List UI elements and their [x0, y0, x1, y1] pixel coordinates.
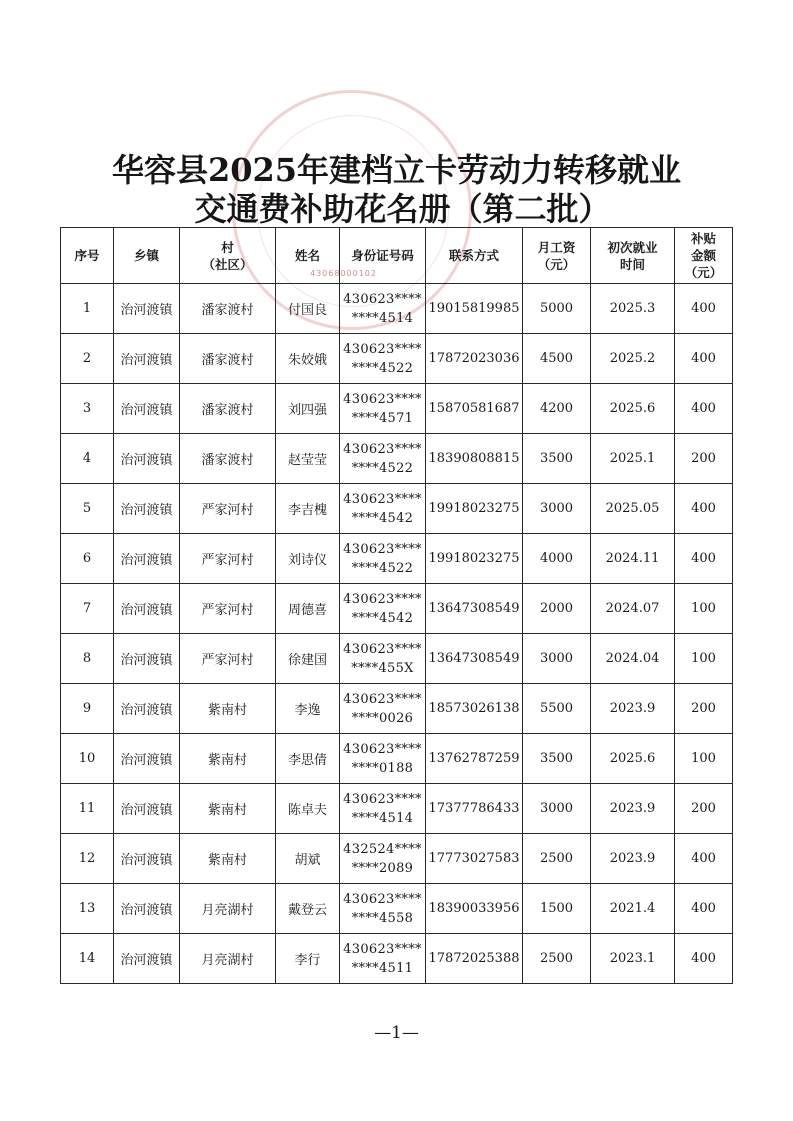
table-row [61, 434, 733, 484]
subsidy-roster-table [60, 227, 733, 984]
cell-seq: 1 [61, 284, 114, 334]
cell-phone: 19918023275 [426, 534, 523, 584]
cell-village: 月亮湖村 [180, 934, 276, 984]
cell-village: 月亮湖村 [180, 884, 276, 934]
cell-name: 周德喜 [276, 584, 340, 634]
cell-town: 治河渡镇 [114, 884, 180, 934]
table-row [61, 334, 733, 384]
cell-phone: 13762787259 [426, 734, 523, 784]
header-subsidy: 补贴 金额 （元） [675, 228, 733, 284]
cell-salary: 2000 [523, 584, 591, 634]
page-title-line1: 华容县2025年建档立卡劳动力转移就业 [111, 151, 682, 189]
cell-name: 付国良 [276, 284, 340, 334]
table-row [61, 634, 733, 684]
cell-village: 严家河村 [180, 484, 276, 534]
cell-subsidy: 400 [675, 834, 733, 884]
seal-code: 43068000102 [310, 269, 377, 278]
cell-salary: 3000 [523, 484, 591, 534]
cell-salary: 5500 [523, 684, 591, 734]
cell-town: 治河渡镇 [114, 734, 180, 784]
cell-id: 430623**** ****4542 [340, 584, 426, 634]
cell-id: 430623**** ****4558 [340, 884, 426, 934]
cell-name: 陈卓夫 [276, 784, 340, 834]
cell-date: 2025.6 [591, 734, 675, 784]
cell-subsidy: 400 [675, 934, 733, 984]
cell-town: 治河渡镇 [114, 434, 180, 484]
cell-id: 430623**** ****455X [340, 634, 426, 684]
cell-subsidy: 100 [675, 734, 733, 784]
cell-phone: 19015819985 [426, 284, 523, 334]
cell-seq: 8 [61, 634, 114, 684]
cell-name: 李思倩 [276, 734, 340, 784]
cell-name: 李行 [276, 934, 340, 984]
cell-name: 李逸 [276, 684, 340, 734]
cell-id: 432524**** ****2089 [340, 834, 426, 884]
cell-town: 治河渡镇 [114, 284, 180, 334]
cell-phone: 13647308549 [426, 584, 523, 634]
header-id: 身份证号码 [340, 228, 426, 284]
cell-date: 2024.11 [591, 534, 675, 584]
cell-village: 紫南村 [180, 834, 276, 884]
header-first-employment: 初次就业 时间 [591, 228, 675, 284]
cell-seq: 13 [61, 884, 114, 934]
cell-id: 430623**** ****4522 [340, 334, 426, 384]
header-phone: 联系方式 [426, 228, 523, 284]
table-row [61, 534, 733, 584]
cell-phone: 18390808815 [426, 434, 523, 484]
cell-village: 紫南村 [180, 734, 276, 784]
cell-date: 2024.07 [591, 584, 675, 634]
table-row [61, 484, 733, 534]
cell-salary: 3000 [523, 784, 591, 834]
cell-seq: 14 [61, 934, 114, 984]
table-row [61, 284, 733, 334]
cell-town: 治河渡镇 [114, 684, 180, 734]
cell-village: 潘家渡村 [180, 434, 276, 484]
table-header-row [61, 228, 733, 284]
cell-subsidy: 400 [675, 334, 733, 384]
cell-id: 430623**** ****0188 [340, 734, 426, 784]
cell-seq: 4 [61, 434, 114, 484]
cell-seq: 5 [61, 484, 114, 534]
cell-phone: 17872023036 [426, 334, 523, 384]
cell-name: 戴登云 [276, 884, 340, 934]
table-row [61, 584, 733, 634]
cell-phone: 15870581687 [426, 384, 523, 434]
cell-date: 2023.9 [591, 684, 675, 734]
table-row [61, 934, 733, 984]
cell-seq: 6 [61, 534, 114, 584]
cell-name: 朱姣娥 [276, 334, 340, 384]
cell-town: 治河渡镇 [114, 334, 180, 384]
cell-seq: 3 [61, 384, 114, 434]
cell-subsidy: 200 [675, 684, 733, 734]
cell-subsidy: 200 [675, 434, 733, 484]
cell-village: 严家河村 [180, 584, 276, 634]
cell-date: 2024.04 [591, 634, 675, 684]
cell-name: 赵莹莹 [276, 434, 340, 484]
cell-subsidy: 400 [675, 884, 733, 934]
cell-date: 2025.2 [591, 334, 675, 384]
cell-subsidy: 200 [675, 784, 733, 834]
table-row [61, 884, 733, 934]
cell-salary: 3500 [523, 434, 591, 484]
cell-date: 2023.1 [591, 934, 675, 984]
cell-date: 2023.9 [591, 834, 675, 884]
cell-salary: 4500 [523, 334, 591, 384]
cell-seq: 9 [61, 684, 114, 734]
table-row [61, 684, 733, 734]
table-row [61, 834, 733, 884]
cell-town: 治河渡镇 [114, 384, 180, 434]
cell-phone: 13647308549 [426, 634, 523, 684]
cell-date: 2023.9 [591, 784, 675, 834]
header-village: 村 （社区） [180, 228, 276, 284]
page-title-line2: 交通费补助花名册（第二批） [194, 190, 611, 228]
cell-subsidy: 400 [675, 384, 733, 434]
cell-date: 2025.6 [591, 384, 675, 434]
cell-village: 潘家渡村 [180, 384, 276, 434]
cell-name: 刘四强 [276, 384, 340, 434]
cell-phone: 18390033956 [426, 884, 523, 934]
cell-id: 430623**** ****4514 [340, 784, 426, 834]
cell-town: 治河渡镇 [114, 784, 180, 834]
cell-id: 430623**** ****0026 [340, 684, 426, 734]
page-number: —1— [374, 1023, 419, 1043]
cell-village: 严家河村 [180, 634, 276, 684]
table-row [61, 784, 733, 834]
header-salary: 月工资 （元） [523, 228, 591, 284]
cell-subsidy: 400 [675, 534, 733, 584]
cell-town: 治河渡镇 [114, 584, 180, 634]
cell-phone: 17773027583 [426, 834, 523, 884]
cell-village: 潘家渡村 [180, 334, 276, 384]
cell-subsidy: 400 [675, 284, 733, 334]
cell-salary: 5000 [523, 284, 591, 334]
cell-salary: 1500 [523, 884, 591, 934]
cell-salary: 4000 [523, 534, 591, 584]
cell-phone: 17872025388 [426, 934, 523, 984]
cell-salary: 2500 [523, 834, 591, 884]
cell-id: 430623**** ****4522 [340, 434, 426, 484]
table-row [61, 384, 733, 434]
header-seq: 序号 [61, 228, 114, 284]
cell-id: 430623**** ****4522 [340, 534, 426, 584]
cell-date: 2025.05 [591, 484, 675, 534]
cell-town: 治河渡镇 [114, 534, 180, 584]
cell-salary: 3500 [523, 734, 591, 784]
cell-subsidy: 400 [675, 484, 733, 534]
cell-village: 紫南村 [180, 684, 276, 734]
cell-village: 严家河村 [180, 534, 276, 584]
cell-date: 2021.4 [591, 884, 675, 934]
cell-id: 430623**** ****4514 [340, 284, 426, 334]
cell-salary: 4200 [523, 384, 591, 434]
cell-town: 治河渡镇 [114, 834, 180, 884]
cell-town: 治河渡镇 [114, 634, 180, 684]
cell-seq: 12 [61, 834, 114, 884]
cell-id: 430623**** ****4571 [340, 384, 426, 434]
header-town: 乡镇 [114, 228, 180, 284]
cell-phone: 18573026138 [426, 684, 523, 734]
cell-salary: 2500 [523, 934, 591, 984]
cell-id: 430623**** ****4542 [340, 484, 426, 534]
cell-date: 2025.1 [591, 434, 675, 484]
cell-town: 治河渡镇 [114, 484, 180, 534]
cell-date: 2025.3 [591, 284, 675, 334]
cell-village: 紫南村 [180, 784, 276, 834]
cell-subsidy: 100 [675, 584, 733, 634]
cell-name: 刘诗仪 [276, 534, 340, 584]
cell-seq: 11 [61, 784, 114, 834]
cell-seq: 2 [61, 334, 114, 384]
header-name: 姓名 [276, 228, 340, 284]
cell-village: 潘家渡村 [180, 284, 276, 334]
cell-town: 治河渡镇 [114, 934, 180, 984]
cell-seq: 10 [61, 734, 114, 784]
cell-seq: 7 [61, 584, 114, 634]
cell-salary: 3000 [523, 634, 591, 684]
cell-name: 徐建国 [276, 634, 340, 684]
cell-name: 李吉槐 [276, 484, 340, 534]
cell-phone: 19918023275 [426, 484, 523, 534]
table-row [61, 734, 733, 784]
cell-name: 胡斌 [276, 834, 340, 884]
cell-id: 430623**** ****4511 [340, 934, 426, 984]
cell-subsidy: 100 [675, 634, 733, 684]
cell-phone: 17377786433 [426, 784, 523, 834]
